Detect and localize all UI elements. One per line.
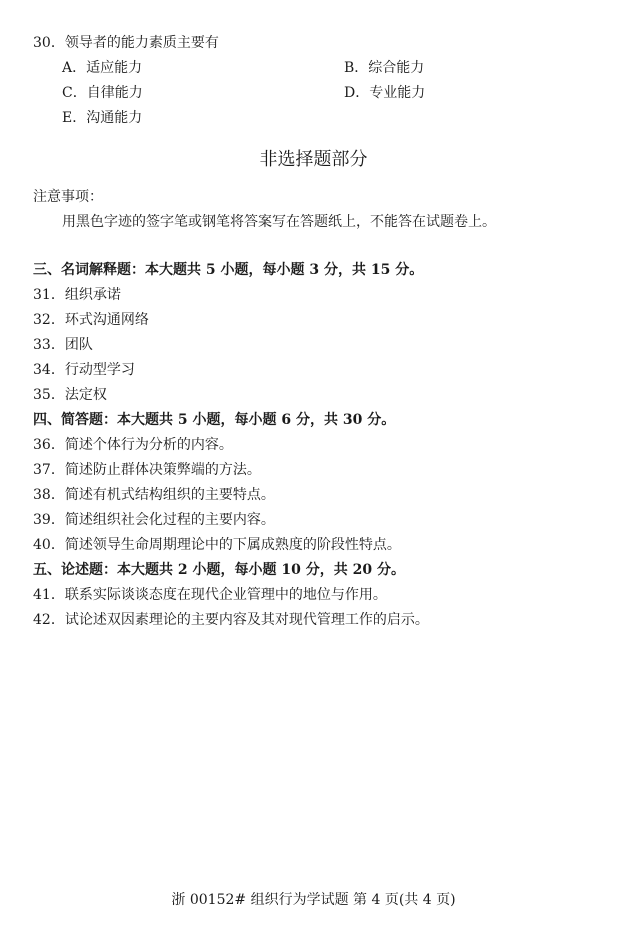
option-d: D．专业能力 [344,85,426,101]
section-heading: 三、名词解释题：本大题共 5 小题，每小题 3 分，共 15 分。 [33,262,424,278]
section-heading: 五、论述题：本大题共 2 小题，每小题 10 分，共 20 分。 [33,562,405,578]
question-item: 39．简述组织社会化过程的主要内容。 [33,512,275,528]
question-item: 31．组织承诺 [33,287,121,303]
question-item: 35．法定权 [33,387,107,403]
notice-title: 注意事项： [33,189,103,205]
page-footer: 浙 00152# 组织行为学试题 第 4 页(共 4 页) [171,892,456,908]
question-item: 40．简述领导生命周期理论中的下属成熟度的阶段性特点。 [33,537,401,553]
question-item: 37．简述防止群体决策弊端的方法。 [33,462,261,478]
part-title: 非选择题部分 [259,149,368,170]
question-item: 38．简述有机式结构组织的主要特点。 [33,487,275,503]
question-item: 41．联系实际谈谈态度在现代企业管理中的地位与作用。 [33,587,387,603]
notice-text: 用黑色字迹的签字笔或钢笔将答案写在答题纸上，不能答在试题卷上。 [62,214,496,230]
question-item: 34．行动型学习 [33,362,135,378]
question-item: 33．团队 [33,337,93,353]
option-c: C．自律能力 [62,85,143,101]
section-heading: 四、简答题：本大题共 5 小题，每小题 6 分，共 30 分。 [33,412,396,428]
question-item: 36．简述个体行为分析的内容。 [33,437,233,453]
option-a: A．适应能力 [62,60,143,76]
question-item: 32．环式沟通网络 [33,312,149,328]
option-e: E．沟通能力 [62,110,143,126]
question-item: 42．试论述双因素理论的主要内容及其对现代管理工作的启示。 [33,612,429,628]
option-b: B．综合能力 [344,60,425,76]
question-stem: 30．领导者的能力素质主要有 [33,35,219,51]
